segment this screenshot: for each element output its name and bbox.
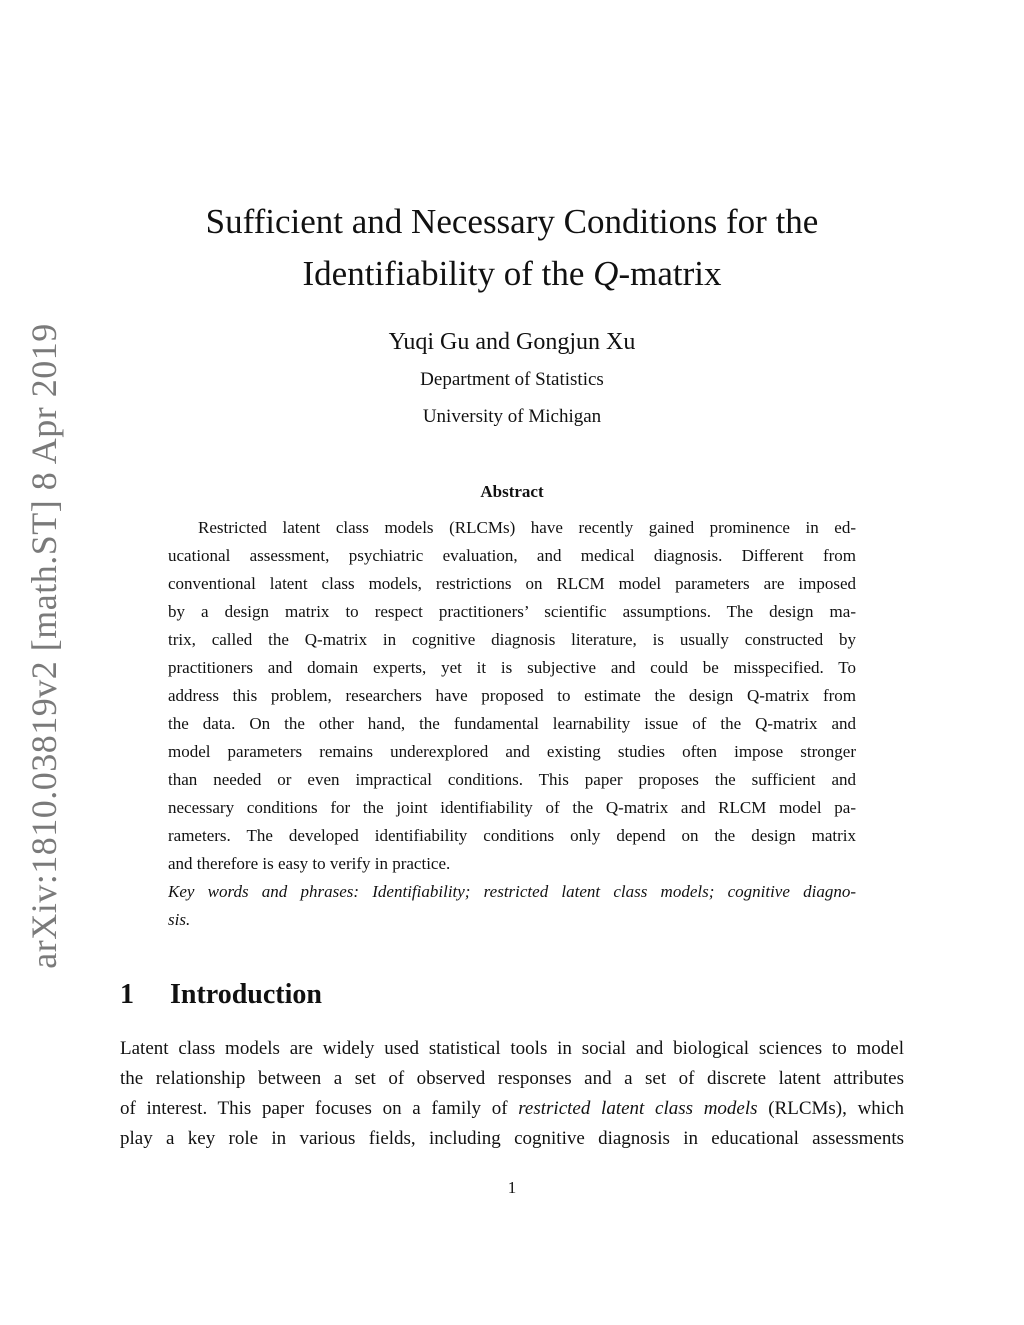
abstract-line: trix, called the Q-matrix in cognitive diagnosis literature, is usually constructed by: [168, 630, 856, 649]
abstract-line: the data. On the other hand, the fundamental learnability issue of the Q-matrix and: [168, 714, 856, 733]
abstract-line: necessary conditions for the joint identifiability of the Q-matrix and RLCM model pa-: [168, 798, 856, 817]
affiliation-university: University of Michigan: [422, 406, 602, 427]
keywords-line: Key words and phrases: Identifiability; restricted latent class models; cognitive diagno-: [168, 882, 856, 901]
abstract-line: and therefore is easy to verify in practice.: [168, 854, 451, 873]
abstract-line: address this problem, researchers have proposed to estimate the design Q-matrix from: [168, 686, 856, 705]
section-number: 1: [120, 979, 134, 1010]
paper-title-line-1: Sufficient and Necessary Conditions for the: [205, 202, 819, 241]
page-number: 1: [507, 1178, 517, 1197]
abstract-line: ucational assessment, psychiatric evaluation, and medical diagnosis. Different from: [168, 546, 856, 565]
section-heading-introduction: [120, 976, 322, 1014]
intro-line: [120, 1094, 904, 1124]
intro-emphasis: restricted latent class models: [518, 1098, 758, 1119]
abstract-line: than needed or even impractical conditions. This paper proposes the sufficient and: [168, 770, 856, 789]
paper-title-line-2: [0, 248, 1024, 300]
intro-line: the relationship between a set of observed responses and a set of discrete latent attributes: [120, 1068, 904, 1089]
intro-line: Latent class models are widely used statistical tools in social and biological sciences to model: [120, 1038, 904, 1059]
author-names: Yuqi Gu and Gongjun Xu: [388, 329, 636, 355]
title-text-suffix: -matrix: [618, 254, 722, 293]
abstract-line: Restricted latent class models (RLCMs) have recently gained prominence in ed-: [198, 518, 856, 537]
introduction-body: [120, 1034, 904, 1154]
abstract-body: [168, 514, 856, 934]
abstract-heading: Abstract: [480, 482, 544, 501]
abstract-line: rameters. The developed identifiability conditions only depend on the design matrix: [168, 826, 856, 845]
keywords-line: sis.: [168, 910, 191, 929]
section-title: Introduction: [170, 979, 322, 1010]
arxiv-identifier-stamp: arXiv:1810.03819v2 [math.ST] 8 Apr 2019: [24, 323, 64, 969]
title-text: Identifiability of the: [302, 254, 594, 293]
title-q-symbol: Q: [593, 254, 619, 293]
abstract-line: model parameters remains underexplored and existing studies often impose stronger: [168, 742, 856, 761]
abstract-line: practitioners and domain experts, yet it is subjective and could be misspecified. To: [168, 658, 856, 677]
affiliation-department: Department of Statistics: [420, 369, 604, 390]
intro-text: of interest. This paper focuses on a family of: [120, 1098, 519, 1119]
abstract-line: by a design matrix to respect practitioners’ scientific assumptions. The design ma-: [168, 602, 856, 621]
abstract-line: conventional latent class models, restrictions on RLCM model parameters are imposed: [168, 574, 856, 593]
intro-line: play a key role in various fields, including cognitive diagnosis in educational assessments: [120, 1128, 904, 1149]
intro-text: (RLCMs), which: [757, 1098, 904, 1119]
